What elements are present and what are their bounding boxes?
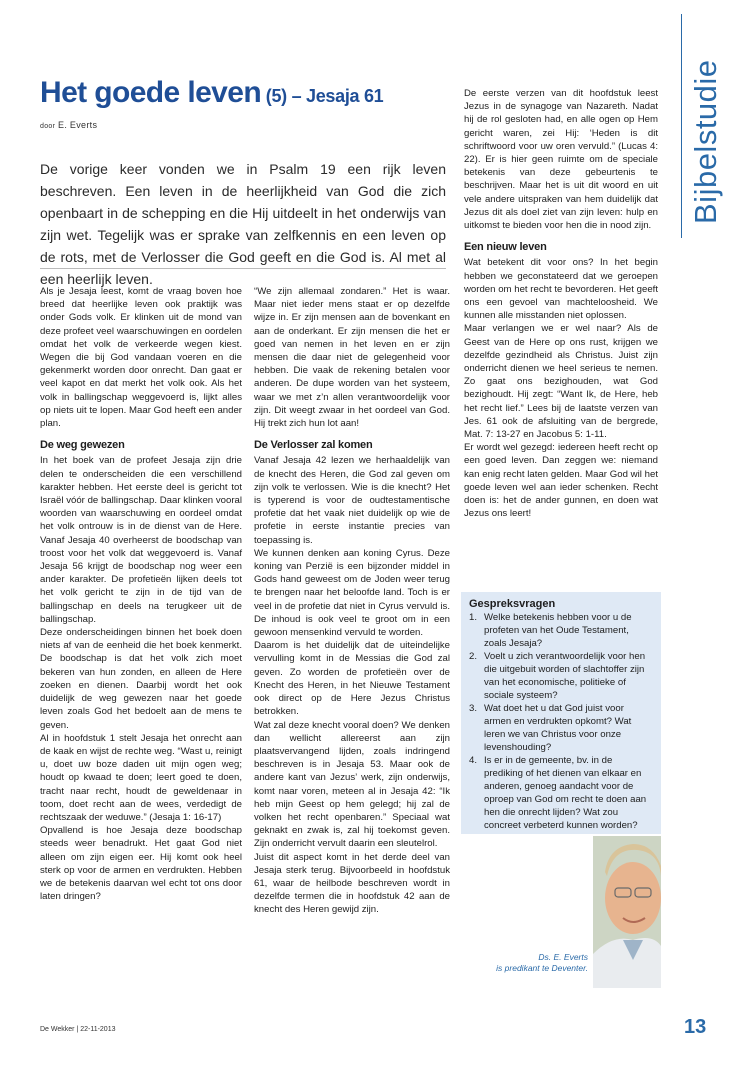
question-item: 4. Is er in de gemeente, bv. in de prediking of het dienen van elkaar en anderen, genoeg aandacht voor de oproep van God om recht te doen aan hen die onrecht lijden? Wat zou concreet verbeterd kunnen worden? (469, 755, 647, 831)
author-photo (593, 836, 661, 988)
subheading: De Verlosser zal komen (254, 439, 373, 452)
photo-caption (470, 952, 588, 974)
article-title (40, 76, 383, 110)
subheading: Een nieuw leven (464, 241, 547, 254)
paragraph: Opvallend is hoe Jesaja deze boodschap steeds weer benadrukt. Het gaat God niet alleen om zijn eigen eer. Hij komt ook heel sterk op voor de armen en verdrukten. Hebben we de betekenis daarvan wel echt tot ons door laten dringen? (40, 825, 242, 903)
paragraph: Juist dit aspect komt in het derde deel van Jesaja sterk terug. Bijvoorbeeld in hoofdstuk 61, waar de heilbode beschreven wordt in dezelfde termen die in hoofdstuk 42 aan de knecht des Heren gewijd zijn. (254, 851, 450, 916)
paragraph: Daarom is het duidelijk dat de uiteindelijke vervulling komt in de Messias die God zal geven. Zo worden de profetieën over de Knecht des Heren, in het Nieuwe Testament ook direct op de Here Jezus Christus betrokken. (254, 640, 450, 718)
byline-door: door (40, 123, 56, 130)
paragraph: In het boek van de profeet Jesaja zijn drie delen te onderscheiden die een verschillend karakter hebben. Het eerste deel is gericht tot Israël vóór de ballingschap. Daar klinken vooral woorden van waarschuwing en oordeel omdat het volk ontrouw is in de dienst van de Here. Vanaf Jesaja 40 overheerst de boodschap van troost voor het volk dat weggevoerd is. Vanaf Jesaja 56 krijgt de boodschap nog weer een ander karakter. De profetieën lijken deels tot het volk gericht te zijn in de tijd van de ballingschap en deels na terugkeer uit de ballingschap. (40, 455, 242, 625)
section-label-text: Bijbelstudie (688, 59, 723, 224)
paragraph: Wat zal deze knecht vooral doen? We denken dan wellicht allereerst aan zijn plaatsvervangend lijden, zoals indringend beschreven is in Jesaja 53. Maar ook de andere kant van Jezus’ werk, zijn onderwijs, komt naar voren, meteen al in Jesaja 42: “Ik heb mijn Geest op hem gelegd; hij zal de volken het recht openbaren.” Speciaal wat geknakt en zwak is, zal hij toekomst geven. Zijn onderricht vervult daarin een sleutelrol. (254, 719, 450, 850)
caption-name: Ds. E. Everts (538, 952, 588, 962)
title-main: Het goede leven (40, 76, 262, 109)
divider (40, 268, 446, 269)
paragraph: Maar verlangen we er wel naar? Als de Geest van de Here op ons rust, krijgen we dezelfde gezindheid als Christus. Juist zijn onderricht dienen we heel serieus te nemen. Zo gaat ons bezighouden, wat God bezighoudt. Hij zegt: “Want Ik, de Here, heb het recht lief.” Lees bij de laatste verzen van Jes. 61 ook de afsluiting van de bergrede, Mat. 7: 13-27 en Jacobus 5: 1-11. (464, 323, 658, 441)
questions-heading: Gespreksvragen (469, 598, 556, 610)
paragraph: Er wordt wel gezegd: iedereen heeft recht op een goed leven. Dan zeggen we: niemand kan enig recht laten gelden. Maar God wil het goede leven wel aan ieder schenken. Recht doen is: het de ander gunnen, en doen wat Jezus ons leert! (464, 442, 658, 520)
paragraph: Al in hoofdstuk 1 stelt Jesaja het onrecht aan de kaak en wijst de rechte weg. “Wast u, reinigt u, doet uw boze daden uit mijn ogen weg; houdt op kwaad te doen; leert goed te doen, tracht naar recht, houdt de geweldenaar in toom, doet recht aan de wees, verdedigt de rechtszaak der weduwe.” (Jesaja 1: 16-17) (40, 732, 242, 823)
byline (40, 120, 97, 130)
paragraph: Als je Jesaja leest, komt de vraag boven hoe breed dat heerlijke leven ook praktijk was onder Gods volk. Er klinken uit de mond van deze profeet veel waarschuwingen en oordelen omdat het volk de verkeerde wegen kiest. Wegen die bij God vandaan voeren en die gekenmerkt worden door onrecht. Dan gaat er veel kapot en dat merkt het volk ook. Als het volk in ballingschap weggevoerd is, lijkt alles op niets uit te lopen. Maar God heeft een ander plan. (40, 286, 242, 430)
paragraph: Vanaf Jesaja 42 lezen we herhaaldelijk van de knecht des Heren, die God zal geven om zijn volk te verlossen. Wie is die knecht? Het is typerend is voor de oudtestamentische profetie dat het vaak niet duidelijk op wie de profetie in eerste instantie precies van toepassing is. (254, 455, 450, 546)
footer-publication: De Wekker | 22-11-2013 (40, 1026, 116, 1033)
byline-author: E. Everts (58, 120, 98, 130)
question-item: 1. Welke betekenis hebben voor u de profeten van het Oude Testament, zoals Jesaja? (469, 612, 632, 649)
lead-paragraph: De vorige keer vonden we in Psalm 19 een rijk leven beschreven. Een leven in de heerlijkheid van God die zich openbaart in de schepping en die Hij uitdeelt in het onderwijs van zijn wet. Tegelijk was er sprake van zelfkennis en een leven op de rots, met de Verlosser die God geeft en die God is. Al met al een heerlijk leven. (40, 161, 446, 287)
caption-role: is predikant te Deventer. (496, 963, 588, 973)
section-label (681, 14, 731, 238)
column-2 (254, 285, 450, 917)
paragraph: De eerste verzen van dit hoofdstuk leest Jezus in de synagoge van Nazareth. Nadat hij de rol gesloten had, en alle ogen op Hem gericht waren, zei Hij: ‘Heden is dit schriftwoord voor uw oren vervuld.” (Lucas 4: 22). Er is hier geen ruimte om de speciale betekenis van deze gebeurtenis te beschrijven. Maar het is uit dit woord en uit vele andere uitspraken van hem duidelijk dat Jezus dit als doel ziet van zijn leven: hulp en uitkomst te bieden voor hen die in nood zijn. (464, 88, 658, 232)
column-3 (464, 87, 658, 521)
title-sub: (5) – Jesaja 61 (261, 86, 384, 106)
page-number: 13 (684, 1016, 707, 1038)
questions-list (469, 611, 653, 832)
portrait-image (593, 836, 661, 988)
column-1 (40, 285, 242, 903)
question-item: 2. Voelt u zich verantwoordelijk voor hen die uitgebuit worden of slachtoffer zijn van het economische, politieke of sociale systeem? (469, 651, 646, 701)
paragraph: “We zijn allemaal zondaren.” Het is waar. Maar niet ieder mens staat er op dezelfde wijze in. Er zijn mensen aan de bovenkant en aan de onderkant. Er zijn mensen die het er goed van nemen in het leven en er zijn mensen die daar niet de gelegenheid voor hebben. Die vaak de rekening betalen voor anderen. De dupe worden van het systeem, waar we met z’n allen verantwoordelijk voor zijn. Dit weegt zwaar in het oordeel van God. Hij trekt zich hun lot aan! (254, 286, 450, 430)
subheading: De weg gewezen (40, 439, 125, 452)
paragraph: Deze onderscheidingen binnen het boek doen niets af van de eenheid die het boek kenmerkt. De boodschap is dat het volk zich moet bekeren van hun zonden, en alleen de Here zoeken en dienen. Daarbij wordt het ook duidelijk de weg gewezen naar het goede leven zoals God het bedoelt aan de mens te geven. (40, 627, 242, 731)
discussion-questions-box (461, 592, 661, 834)
question-item: 3. Wat doet het u dat God juist voor armen en verdrukten opkomt? Wat leren we van Christus voor onze levenshouding? (469, 703, 632, 753)
paragraph: We kunnen denken aan koning Cyrus. Deze koning van Perzië is een bijzonder middel in Gods hand geweest om de Joden weer terug te brengen naar het beloofde land. Toch is er veel in de profetie dat niet in Cyrus vervuld is. De inhoud is ook veel te groot om in een gewoon mensenkind vervuld te worden. (254, 547, 450, 639)
paragraph: Wat betekent dit voor ons? In het begin hebben we geconstateerd dat we geroepen worden om het recht te bevorderen. Het geeft ons een gevoel van machteloosheid. We kunnen alle misstanden niet oplossen. (464, 257, 658, 322)
